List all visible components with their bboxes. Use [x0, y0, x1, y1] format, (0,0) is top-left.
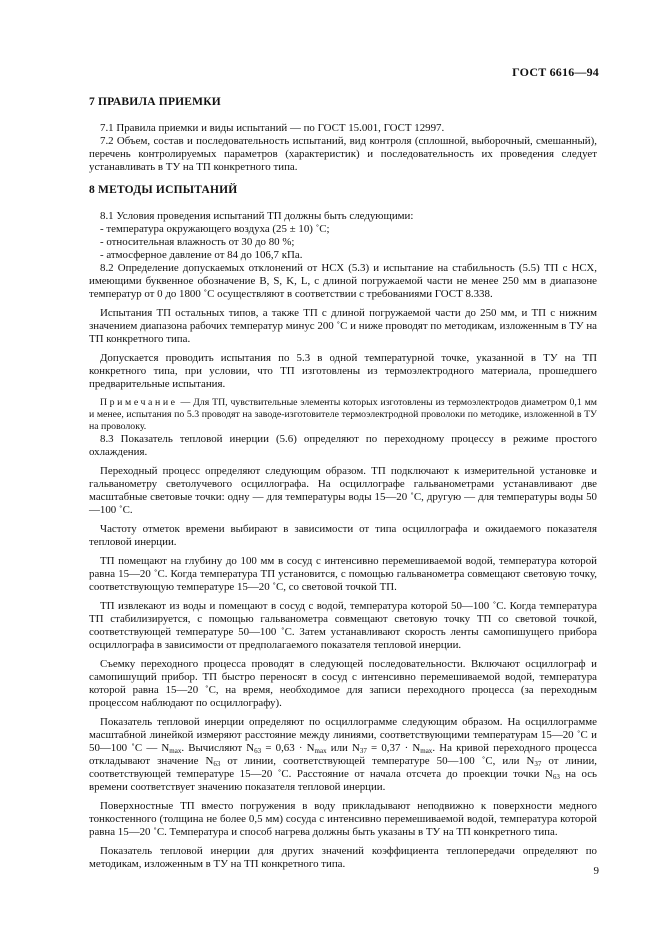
paragraph-8-2-single-point: Допускается проводить испытания по 5.3 в одной температурной точке, указанной в ТУ на ТП конкретного типа, при условии, что ТП изготовлены из термоэлектродного материала, прошедшего предварительные испытания. — [89, 352, 597, 390]
note-text: — Для ТП, чувствительные элементы которых изготовлены из термоэлектродов диаметром 0,1 мм и менее, испытания по 5.3 проводят на заводе-изготовителе термоэлектродной проволоки по методике, изложенной в ТУ на проволоку. — [89, 397, 597, 432]
note-paragraph — [89, 397, 597, 433]
paragraph-8-3-immersion: ТП помещают на глубину до 100 мм в сосуд с интенсивно перемешиваемой водой, температура которой равна 15—20 ˚C. Когда температура ТП установится, с помощью гальванометра совмещают световую точку, соответствующую температуре 15—20 ˚C, со световой точкой ТП. — [89, 555, 597, 593]
note-label: Примечание — [100, 397, 178, 408]
paragraph-8-3-transfer: ТП извлекают из воды и помещают в сосуд с водой, температура которой 50—100 ˚C. Когда температура ТП стабилизируется, с помощью гальванометра совмещают световую точку ТП со световой точкой, соответствующей температуре 50—100 ˚C. Затем устанавливают скорость ленты самопишущего прибора осциллографа в зависимости от предполагаемого показателя тепловой инерции. — [89, 600, 597, 651]
condition-temperature: - температура окружающего воздуха (25 ± 10) ˚C; — [100, 223, 330, 235]
paragraph-8-3-recording: Съемку переходного процесса проводят в следующей последовательности. Включают осциллограф и самопишущий прибор. ТП быстро переносят в сосуд с интенсивно перемешиваемой водой, температура которой равна 15—20 ˚C, на время, необходимое для записи переходного процесса (за переходным процессом наблюдают по осциллографу). — [89, 658, 597, 709]
paragraph-8-2: 8.2 Определение допускаемых отклонений от НСХ (5.3) и испытание на стабильность (5.5) ТП с НСХ, имеющими буквенное обозначение B, S, K, L, с длиной погружаемой части не менее 250 мм в диапазоне температур от 0 до 1800 ˚C осуществляют в соответствии с требованиями ГОСТ 8.338. — [89, 262, 597, 300]
condition-humidity: - относительная влажность от 30 до 80 %; — [100, 236, 295, 248]
paragraph-8-3-surface: Поверхностные ТП вместо погружения в воду прикладывают неподвижно к поверхности медного тонкостенного (толщина не более 0,5 мм) сосуда с интенсивно перемешиваемой водой, температура которой равна 15—20 ˚C. Температура и способ нагрева должны быть указаны в ТУ на ТП конкретного типа. — [89, 800, 597, 838]
paragraph-8-2-other-types: Испытания ТП остальных типов, а также ТП с длиной погружаемой части до 250 мм, и ТП с нижним значением диапазона рабочих температур минус 200 ˚C и ниже проводят по методикам, изложенным в ТУ на ТП конкретного типа. — [89, 307, 597, 345]
paragraph-8-3-calculation: Показатель тепловой инерции определяют по осциллограмме следующим образом. На осциллограмме масштабной линейкой измеряют расстояние между линиями, соответствующими температурам 15—20 ˚C и 50—100 ˚C — $N_{max}$. Вычисляют $N_{63} = 0,63 \cdot N_{max}$ или $N_{37} = 0,37 \cdot N_{max}$. На кривой переходного процесса откладывают значение $N_{63}$ от линии, соответствующей температуре 50—100 ˚C, или $N_{37}$ от линии, соответствующей температуре 15—20 ˚C. Расстояние от начала отсчета до проекции точки $N_{63}$ на ось времени соответствует значению показателя тепловой инерции. — [89, 716, 598, 793]
paragraph-8-1: 8.1 Условия проведения испытаний ТП должны быть следующими: — [100, 210, 414, 222]
paragraph-8-3-time-marks: Частоту отметок времени выбирают в зависимости от типа осциллографа и ожидаемого показателя тепловой инерции. — [89, 523, 597, 548]
paragraph-8-3-process: Переходный процесс определяют следующим образом. ТП подключают к измерительной установке и гальванометру светолучевого осциллографа. На осциллографе гальванометрами устанавливают две масштабные световые точки: одну — для температуры воды 15—20 ˚C, другую — для температуры воды 50—100 ˚C. — [89, 465, 597, 516]
paragraph-8-3-other-values: Показатель тепловой инерции для других значений коэффициента теплопередачи определяют по методикам, изложенным в ТУ на ТП конкретного типа. — [89, 845, 597, 870]
section-7-heading: 7 ПРАВИЛА ПРИЕМКИ — [89, 96, 221, 108]
condition-pressure: - атмосферное давление от 84 до 106,7 кПа. — [100, 249, 303, 261]
section-8-heading: 8 МЕТОДЫ ИСПЫТАНИЙ — [89, 184, 238, 196]
document-code: ГОСТ 6616—94 — [512, 65, 599, 79]
paragraph-7-1: 7.1 Правила приемки и виды испытаний — по ГОСТ 15.001, ГОСТ 12997. — [100, 122, 445, 134]
page-content — [89, 96, 597, 871]
paragraph-7-2: 7.2 Объем, состав и последовательность испытаний, вид контроля (сплошной, выборочный, смешанный), перечень контролируемых параметров (характеристик) и последовательность их проведения следует устанавливать в ТУ на ТП конкретного типа. — [89, 135, 597, 173]
paragraph-8-3: 8.3 Показатель тепловой инерции (5.6) определяют по переходному процессу в режиме простого охлаждения. — [89, 433, 597, 458]
page-number: 9 — [593, 865, 599, 877]
